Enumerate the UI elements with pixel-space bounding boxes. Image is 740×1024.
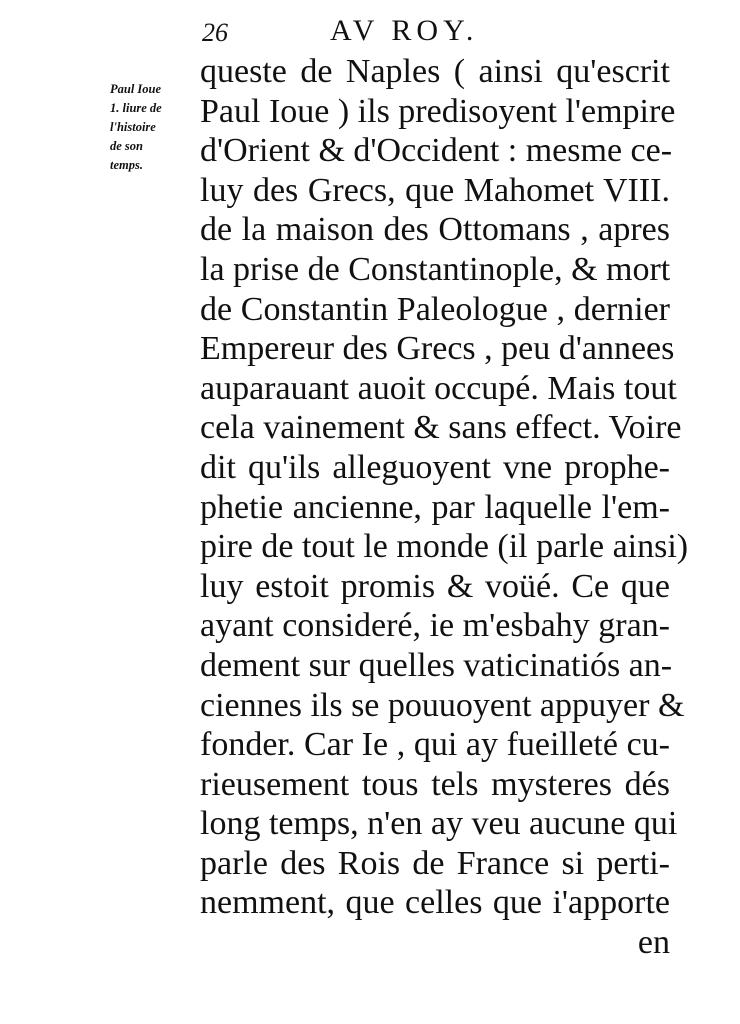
text-line: pire de tout le monde (il parle ainsi)	[200, 528, 689, 566]
text-line: Empereur des Grecs , peu d'annees	[200, 330, 675, 368]
text-line: de la maison des Ottomans , apres	[200, 211, 670, 249]
marginal-note-line: temps.	[110, 158, 143, 172]
body-text	[200, 52, 689, 963]
text-line: dit qu'ils alleguoyent vne prophe-	[200, 448, 670, 486]
text-line: rieusement tous tels mysteres dés	[200, 765, 670, 803]
text-line: queste de Naples ( ainsi qu'escrit	[200, 53, 670, 90]
page-number: 26	[202, 18, 228, 47]
text-line: auparauant auoit occupé. Mais tout	[200, 369, 677, 407]
text-line: luy estoit promis & voüé. Ce que	[200, 567, 670, 605]
text-line: phetie ancienne, par laquelle l'em-	[200, 488, 670, 526]
marginal-note-line: l'histoire	[110, 120, 156, 134]
marginal-note-line: 1. liure de	[110, 101, 162, 115]
text-line: long temps, n'en ay veu aucune qui	[200, 805, 678, 843]
text-line: dement sur quelles vaticinatiós an-	[200, 646, 673, 684]
marginal-note	[110, 80, 196, 175]
text-line: parle des Rois de France si perti-	[200, 844, 670, 882]
marginal-note-line: Paul Ioue	[110, 82, 162, 96]
text-line: luy des Grecs, que Mahomet VIII.	[200, 171, 670, 209]
text-line: fonder. Car Ie , qui ay fueilleté cu-	[200, 726, 670, 764]
text-line: la prise de Constantinople, & mort	[200, 250, 671, 288]
marginal-note-line: de son	[110, 139, 143, 153]
text-line: cela vainement & sans effect. Voire	[200, 409, 682, 447]
text-line: d'Orient & d'Occident : mesme ce-	[200, 132, 673, 170]
text-line: ciennes ils se pouuoyent appuyer &	[200, 686, 685, 724]
text-line: de Constantin Paleologue , dernier	[200, 290, 670, 328]
running-head: AV ROY.	[330, 14, 479, 47]
text-line: ayant consideré, ie m'esbahy gran-	[200, 607, 670, 645]
text-line: nemment, que celles que i'apporte	[200, 884, 670, 922]
page-header	[200, 14, 680, 50]
text-line: Paul Ioue ) ils predisoyent l'empire	[200, 92, 676, 130]
catchword: en	[637, 924, 670, 962]
